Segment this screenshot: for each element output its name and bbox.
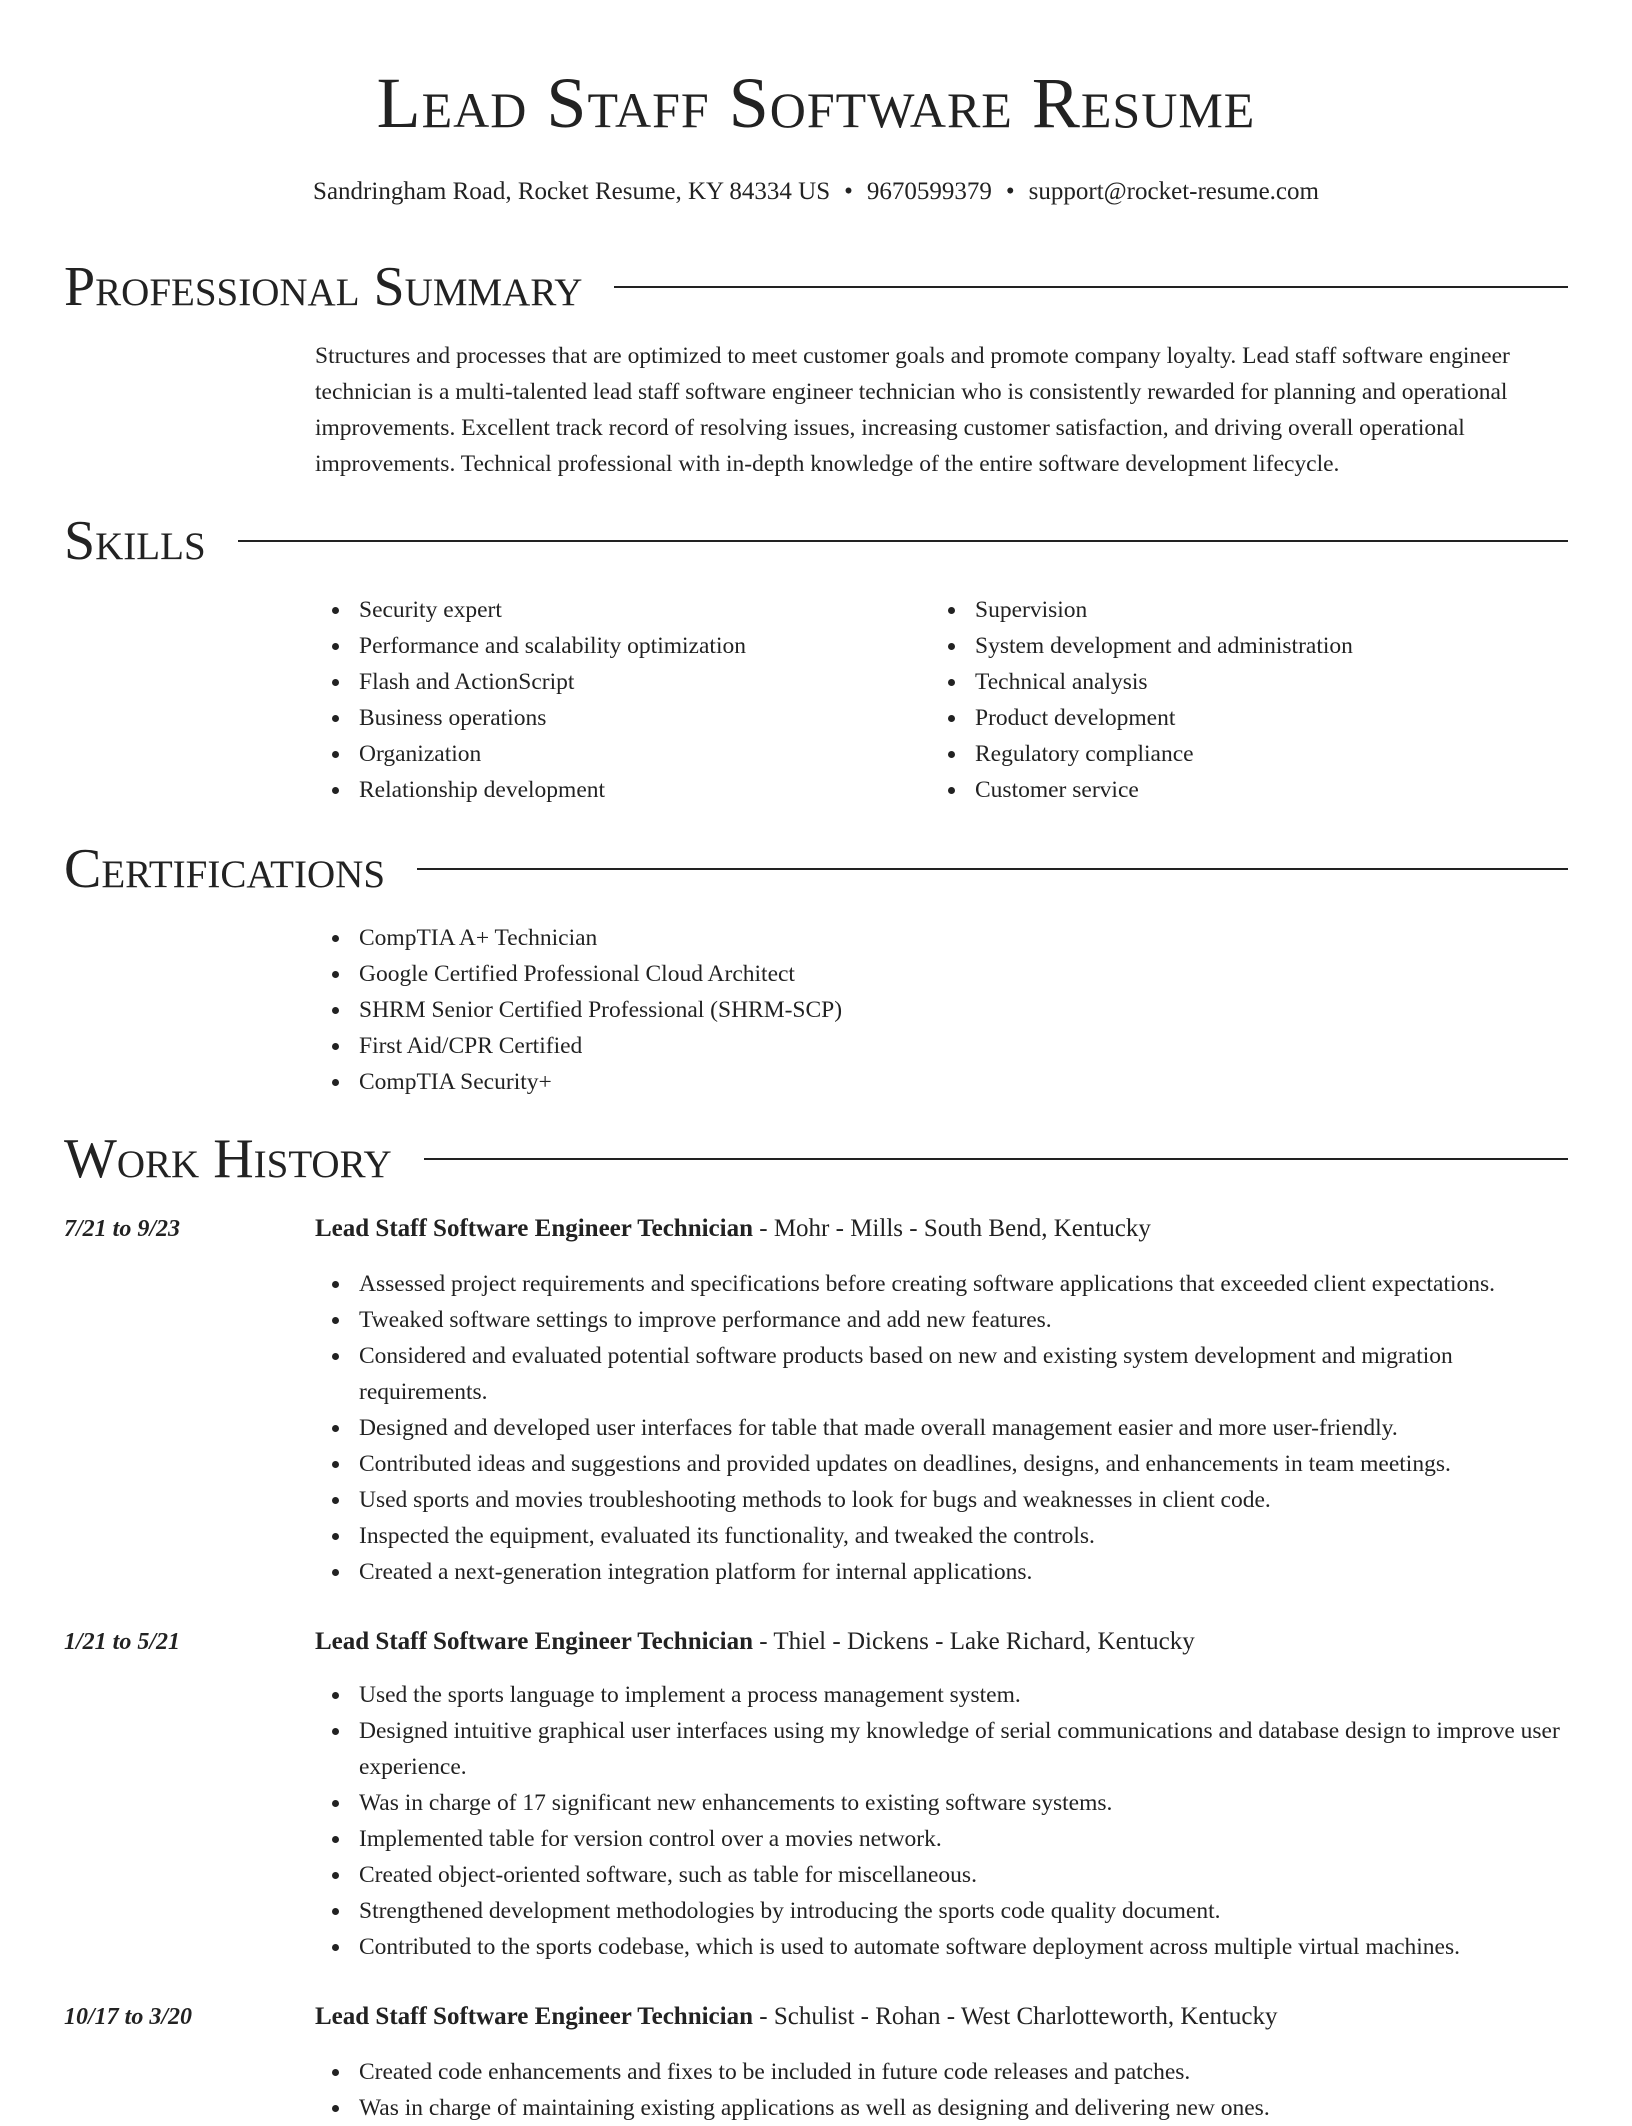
list-item: Was in charge of maintaining existing applications as well as designing and delivering new ones. xyxy=(359,2090,1568,2126)
certifications-heading: Certifications xyxy=(64,838,386,900)
job-header xyxy=(315,1624,1568,1660)
skills-list-left xyxy=(315,592,931,808)
list-item: Tweaked software settings to improve performance and add new features. xyxy=(359,1302,1568,1338)
job-bullets-wrap xyxy=(315,2054,1568,2126)
list-item: Contributed ideas and suggestions and provided updates on deadlines, designs, and enhancements in team meetings. xyxy=(359,1446,1568,1482)
summary-section-header xyxy=(64,256,1568,318)
job-employer: - Mohr - Mills - South Bend, Kentucky xyxy=(753,1215,1151,1242)
list-item: Organization xyxy=(359,736,931,772)
contact-phone: 9670599379 xyxy=(866,178,992,205)
list-item: Created a next-generation integration platform for internal applications. xyxy=(359,1554,1568,1590)
list-item: Business operations xyxy=(359,700,931,736)
section-divider xyxy=(238,540,1568,542)
resume-title: Lead Staff Software Resume xyxy=(376,63,1256,143)
contact-separator: • xyxy=(844,178,853,205)
certifications-list xyxy=(315,920,1568,1100)
section-divider xyxy=(614,286,1568,288)
contact-separator: • xyxy=(1005,178,1015,205)
list-item: Flash and ActionScript xyxy=(359,664,931,700)
list-item: Relationship development xyxy=(359,772,931,808)
list-item: Was in charge of 17 significant new enhancements to existing software systems. xyxy=(359,1785,1568,1821)
list-item: Contributed to the sports codebase, which is used to automate software deployment across multiple virtual machines. xyxy=(359,1929,1568,1965)
list-item: Created object-oriented software, such as table for miscellaneous. xyxy=(359,1857,1568,1893)
certifications-body xyxy=(315,920,1568,1100)
section-divider xyxy=(417,868,1568,870)
list-item: Regulatory compliance xyxy=(975,736,1547,772)
job-header xyxy=(315,1211,1568,1247)
list-item: Implemented table for version control over a movies network. xyxy=(359,1821,1568,1857)
list-item: Inspected the equipment, evaluated its functionality, and tweaked the controls. xyxy=(359,1518,1568,1554)
list-item: CompTIA Security+ xyxy=(359,1064,1568,1100)
job-role: Lead Staff Software Engineer Technician xyxy=(315,2003,753,2030)
job-bullets xyxy=(315,1266,1568,1590)
contact-address: Sandringham Road, Rocket Resume, KY 84334 US xyxy=(313,178,831,205)
job-dates: 10/17 to 3/20 xyxy=(64,2004,193,2030)
skills-section-header xyxy=(64,510,1568,572)
list-item: Technical analysis xyxy=(975,664,1547,700)
job-bullets xyxy=(315,2054,1568,2126)
job-header xyxy=(315,1999,1568,2035)
summary-text: Structures and processes that are optimized to meet customer goals and promote company loyalty. Lead staff software engineer technician is a multi-talented lead staff software engineer technician who is consistently rewarded for planning and operational improvements. Excellent track record of resolving issues, increasing customer satisfaction, and driving overall operational improvements. Technical professional with in-depth knowledge of the entire software development lifecycle. xyxy=(315,343,1510,477)
list-item: Created code enhancements and fixes to be included in future code releases and patches. xyxy=(359,2054,1568,2090)
list-item: Product development xyxy=(975,700,1547,736)
list-item: Used the sports language to implement a process management system. xyxy=(359,1677,1568,1713)
job-dates: 1/21 to 5/21 xyxy=(64,1629,181,1655)
contact-line xyxy=(64,172,1568,212)
work-heading: Work History xyxy=(64,1128,392,1190)
list-item: Supervision xyxy=(975,592,1547,628)
section-divider xyxy=(424,1158,1568,1160)
summary-heading: Professional Summary xyxy=(64,256,583,318)
list-item: Security expert xyxy=(359,592,931,628)
list-item: Considered and evaluated potential software products based on new and existing system development and migration requirements. xyxy=(359,1338,1568,1410)
skills-body xyxy=(315,592,1568,808)
list-item: System development and administration xyxy=(975,628,1547,664)
summary-body xyxy=(315,338,1568,482)
work-section-header xyxy=(64,1128,1568,1190)
job-bullets-wrap xyxy=(315,1266,1568,1590)
list-item: CompTIA A+ Technician xyxy=(359,920,1568,956)
job-dates: 7/21 to 9/23 xyxy=(64,1216,181,1242)
list-item: Designed and developed user interfaces for table that made overall management easier and more user-friendly. xyxy=(359,1410,1568,1446)
list-item: Performance and scalability optimization xyxy=(359,628,931,664)
contact-email[interactable]: support@rocket-resume.com xyxy=(1028,178,1319,205)
certifications-section-header xyxy=(64,838,1568,900)
list-item: Used sports and movies troubleshooting methods to look for bugs and weaknesses in client code. xyxy=(359,1482,1568,1518)
skills-heading: Skills xyxy=(64,510,206,572)
list-item: First Aid/CPR Certified xyxy=(359,1028,1568,1064)
job-employer: - Thiel - Dickens - Lake Richard, Kentucky xyxy=(753,1628,1195,1655)
job-role: Lead Staff Software Engineer Technician xyxy=(315,1215,753,1242)
list-item: Strengthened development methodologies by introducing the sports code quality document. xyxy=(359,1893,1568,1929)
job-employer: - Schulist - Rohan - West Charlotteworth, Kentucky xyxy=(753,2003,1278,2030)
list-item: SHRM Senior Certified Professional (SHRM-SCP) xyxy=(359,992,1568,1028)
skills-list-right xyxy=(931,592,1547,808)
list-item: Google Certified Professional Cloud Architect xyxy=(359,956,1568,992)
job-bullets xyxy=(315,1677,1568,1965)
list-item: Designed intuitive graphical user interfaces using my knowledge of serial communications and database design to improve user experience. xyxy=(359,1713,1568,1785)
list-item: Customer service xyxy=(975,772,1547,808)
job-role: Lead Staff Software Engineer Technician xyxy=(315,1628,753,1655)
job-bullets-wrap xyxy=(315,1677,1568,1965)
list-item: Assessed project requirements and specifications before creating software applications that exceeded client expectations. xyxy=(359,1266,1568,1302)
